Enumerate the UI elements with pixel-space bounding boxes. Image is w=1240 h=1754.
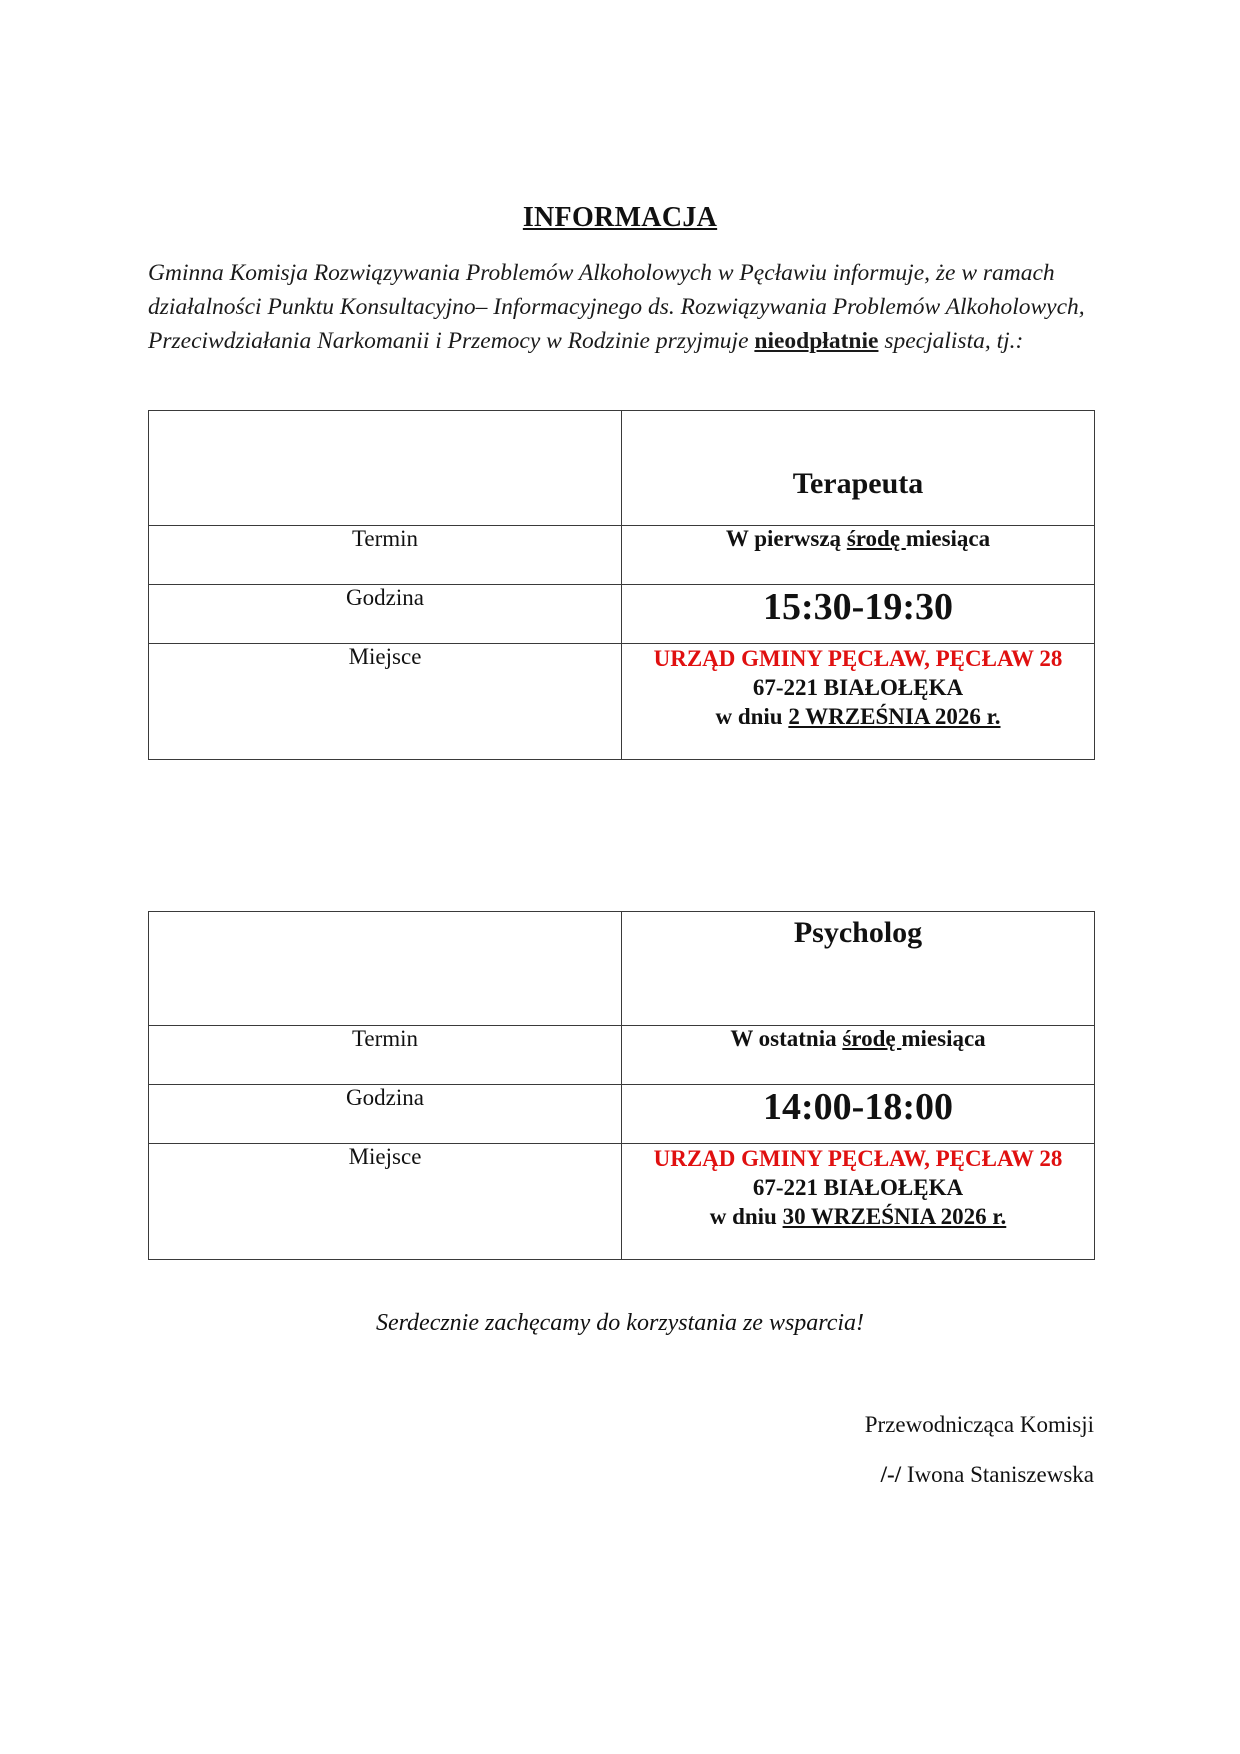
intro-text-before: Gminna Komisja Rozwiązywania Problemów Alkoholowych w Pęcławiu informuje, że w ramach działalności Punktu Konsultacyjno– Informacyjnego ds. Rozwiązywania Problemów Alkoholowych, Przeciwdziałania Narkomanii i Przemocy w Rodzinie przyjmuje xyxy=(148,260,1085,354)
header-empty-cell xyxy=(149,411,622,526)
termin-value xyxy=(622,1026,1095,1085)
place-address-line: URZĄD GMINY PĘCŁAW, PĘCŁAW 28 xyxy=(653,646,1063,671)
hours-value: 15:30-19:30 xyxy=(622,585,1095,644)
termin-underlined: środę xyxy=(842,1026,902,1051)
schedule-table-therapist xyxy=(148,410,1095,760)
signature-name xyxy=(881,1462,1094,1488)
date-underlined: 30 WRZEŚNIA 2026 r. xyxy=(782,1204,1007,1229)
hours-value: 14:00-18:00 xyxy=(622,1085,1095,1144)
date-pre: w dniu xyxy=(715,704,789,729)
termin-pre: W pierwszą xyxy=(725,526,847,551)
signature-role: Przewodnicząca Komisji xyxy=(864,1412,1094,1437)
place-postcode-line: 67-221 BIAŁOŁĘKA xyxy=(752,675,964,700)
specialist-heading: Psycholog xyxy=(622,912,1095,1026)
place-postcode-line: 67-221 BIAŁOŁĘKA xyxy=(752,1175,964,1200)
miejsce-label: Miejsce xyxy=(149,1144,622,1260)
godzina-label: Godzina xyxy=(149,585,622,644)
termin-label: Termin xyxy=(149,1026,622,1085)
signature-person: Iwona Staniszewska xyxy=(901,1462,1094,1487)
place-date-line xyxy=(622,1202,1094,1231)
place-value xyxy=(622,1144,1095,1260)
intro-text-after: specjalista, tj.: xyxy=(878,328,1024,354)
intro-emphasis: nieodpłatnie xyxy=(754,328,879,354)
document-title: INFORMACJA xyxy=(522,202,718,233)
place-date-line xyxy=(622,702,1094,731)
termin-pre: W ostatnia xyxy=(730,1026,843,1051)
termin-post: miesiąca xyxy=(901,1026,986,1051)
place-address-line: URZĄD GMINY PĘCŁAW, PĘCŁAW 28 xyxy=(653,1146,1063,1171)
specialist-heading: Terapeuta xyxy=(622,411,1095,526)
termin-label: Termin xyxy=(149,526,622,585)
signature-mark: /-/ xyxy=(880,1462,902,1487)
date-underlined: 2 WRZEŚNIA 2026 r. xyxy=(788,704,1001,729)
miejsce-label: Miejsce xyxy=(149,644,622,760)
closing-note: Serdecznie zachęcamy do korzystania ze wsparcia! xyxy=(375,1310,865,1336)
date-pre: w dniu xyxy=(709,1204,783,1229)
godzina-label: Godzina xyxy=(149,1085,622,1144)
intro-paragraph xyxy=(148,256,1093,358)
schedule-table-psychologist xyxy=(148,911,1095,1260)
termin-post: miesiąca xyxy=(905,526,991,551)
header-empty-cell xyxy=(149,912,622,1026)
place-value xyxy=(622,644,1095,760)
termin-value xyxy=(622,526,1095,585)
termin-underlined: środę xyxy=(846,526,906,551)
